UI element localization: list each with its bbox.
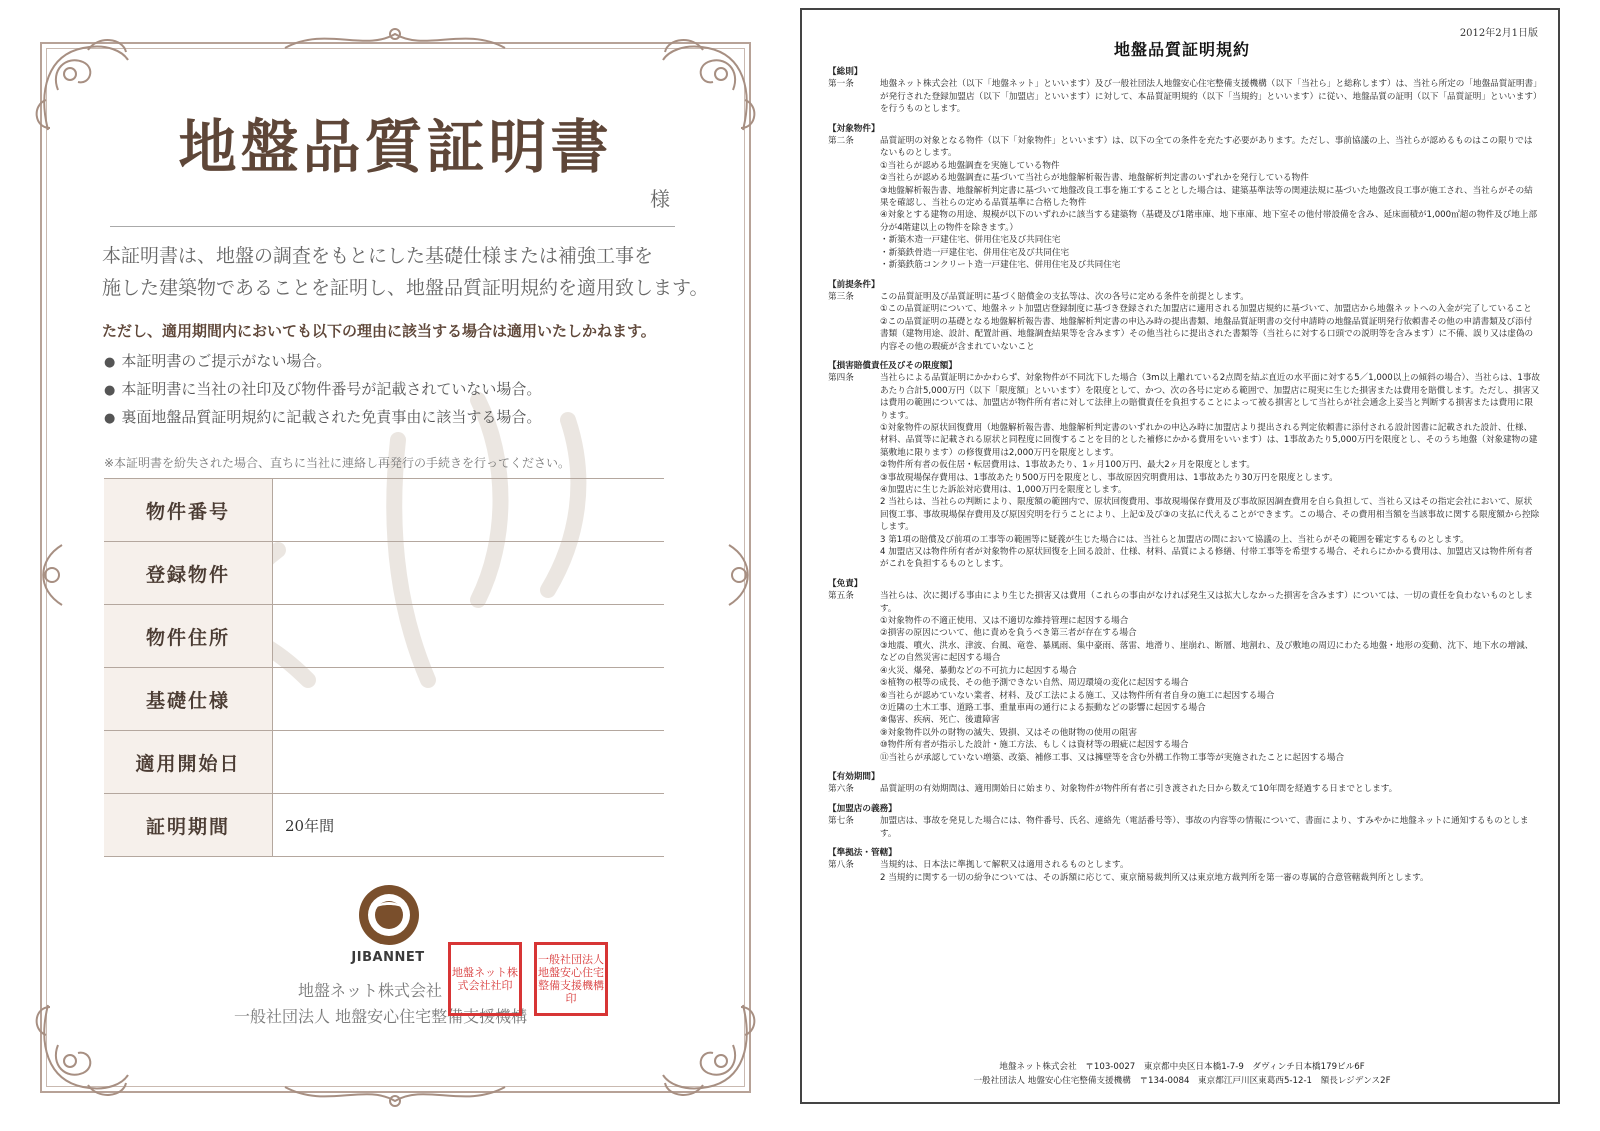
caution-item: ● 本証明書に当社の社印及び物件番号が記載されていない場合。 xyxy=(104,376,541,404)
article-line: ⑧傷害、疾病、死亡、後遺障害 xyxy=(880,715,1000,726)
loss-note: ※本証明書を紛失された場合、直ちに当社に連絡し再発行の手続きを行ってください。 xyxy=(104,456,571,470)
caution-item: ● 本証明書のご提示がない場合。 xyxy=(104,348,541,376)
terms-footer xyxy=(802,1060,1562,1088)
organization-name: 一般社団法人 地盤安心住宅整備支援機構 xyxy=(234,1007,528,1026)
row-value xyxy=(273,731,665,794)
article-number: 第八条 xyxy=(828,860,854,871)
row-value: 20年間 xyxy=(273,794,665,857)
article-number: 第一条 xyxy=(828,79,854,90)
article-text xyxy=(880,135,1540,271)
article-line: 加盟店は、事故を発見した場合には、物件番号、氏名、連絡先（電話番号等）、事故の内容等の情報について、書面により、すみやかに地盤ネットに通知するものとします。 xyxy=(880,816,1529,839)
article-line: 3 第1項の賠償及び前項の工事等の範囲等に疑義が生じた場合には、当社らと加盟店の間において協議の上、当社らがその範囲を確定するものとします。 xyxy=(880,534,1469,545)
article-line: ②当社らが認める地盤調査に基づいて当社らが地盤解析報告書、地盤解析判定書のいずれかを発行している物件 xyxy=(880,173,1309,184)
article-text xyxy=(880,78,1540,115)
row-label: 基礎仕様 xyxy=(104,668,273,731)
article-line: 品質証明の有効期間は、適用開始日に始まり、対象物件が物件所有者に引き渡された日から数えて10年間を経過する日までとします。 xyxy=(880,784,1398,795)
section-heading: 【有効期間】 xyxy=(828,771,880,782)
article-line: ③地震、噴火、洪水、津波、台風、竜巻、暴風雨、集中豪雨、落雷、地滑り、崖崩れ、断層、地割れ、及び敷地の周辺にわたる地盤・地形の変動、沈下、地下水の増減、などの自然災害に起因する場合 xyxy=(880,640,1534,664)
terms-section xyxy=(828,771,1540,796)
certificate-lead xyxy=(102,240,712,304)
row-value xyxy=(273,668,665,731)
article xyxy=(828,291,1540,353)
article-line: ⑦近隣の土木工事、道路工事、重量車両の通行による振動などの影響に起因する場合 xyxy=(880,702,1206,713)
row-label: 適用開始日 xyxy=(104,731,273,794)
terms-body xyxy=(828,66,1540,891)
section-heading: 【損害賠償責任及びその限度額】 xyxy=(828,360,957,371)
article-number: 第三条 xyxy=(828,291,854,302)
article-line: 4 加盟店又は物件所有者が対象物件の原状回復を上回る設計、仕様、材料、品質による修繕、付帯工事等を希望する場合、それらにかかる費用は、加盟店又は物件所有者がこれを負担するものとします。 xyxy=(880,547,1533,570)
article-line: ・新築鉄骨造一戸建住宅、併用住宅及び共同住宅 xyxy=(880,247,1070,258)
article-number: 第七条 xyxy=(828,816,854,827)
article-text xyxy=(880,815,1540,840)
certificate-table xyxy=(104,478,664,857)
company-seal: 地盤ネット株式会社社印 xyxy=(448,942,522,1016)
footer-address: 地盤ネット株式会社 〒103-0027 東京都中央区日本橋1-7-9 ダヴィンチ日本橋179ビル6F xyxy=(999,1062,1365,1072)
article xyxy=(828,78,1540,115)
table-row xyxy=(104,605,664,668)
recipient-honorific: 様 xyxy=(650,187,670,211)
side-ornament-icon xyxy=(719,540,759,610)
recipient-name-line xyxy=(110,226,675,227)
article-line: 2 当規約に関する一切の紛争については、その訴額に応じて、東京簡易裁判所又は東京地方裁判所を第一審の専属的合意管轄裁判所とします。 xyxy=(880,872,1429,883)
corner-ornament-icon xyxy=(653,995,763,1105)
logo-text: JIBANNET xyxy=(351,950,425,965)
row-value xyxy=(273,605,665,668)
side-ornament-icon xyxy=(32,540,72,610)
table-row xyxy=(104,479,664,542)
terms-section xyxy=(828,279,1540,353)
article-line: ①当社らが認める地盤調査を実施している物件 xyxy=(880,160,1060,171)
terms-section xyxy=(828,123,1540,272)
table-row xyxy=(104,668,664,731)
article-line: ・新築鉄筋コンクリート造一戸建住宅、併用住宅及び共同住宅 xyxy=(880,260,1121,271)
caution-title: ただし、適用期間内においても以下の理由に該当する場合は適用いたしかねます。 xyxy=(102,322,656,340)
lead-line: 施した建築物であることを証明し、地盤品質証明規約を適用致します。 xyxy=(102,277,709,299)
row-label: 物件住所 xyxy=(104,605,273,668)
article-line: ④対象とする建物の用途、規模が以下のいずれかに該当する建築物（基礎及び1階車庫、地下車庫、地下室その他付帯設備を含み、延床面積が1,000㎡超の物件及び地上部分が4階建以上の物件を除きます。） xyxy=(880,210,1538,233)
section-heading: 【総則】 xyxy=(828,67,863,77)
article-line: ③地盤解析報告書、地盤解析判定書に基づいて地盤改良工事を施工することとした場合は、建築基準法等の関連法規に基づいた地盤改良工事が施工され、当社らがその結果を確認し、当社らの定める品質基準に合格した物件 xyxy=(880,185,1533,209)
article-line: ④加盟店に生じた訴訟対応費用は、1,000万円を限度とします。 xyxy=(880,485,1127,495)
article-line: ①対象物件の原状回復費用（地盤解析報告書、地盤解析判定書のいずれかの申込み時に加盟店より提出される判定依頼書に添付される設計図書に記載された設計、仕様、材料、品質等に記載される原状と同程度に回復することを目的とした補修にかかる費用をいいます）は、1事故あたり5,000万円を限度とし、そのうち地盤（対象建物の建築敷地に限ります）の修復費用は2,000万円を限度とします。 xyxy=(880,422,1538,458)
article-line: 当社らは、次に掲げる事由により生じた損害又は費用（これらの事由がなければ発生又は拡大しなかった損害を含みます）については、一切の責任を負わないものとします。 xyxy=(880,591,1533,614)
article-line: ①この品質証明について、地盤ネット加盟店登録制度に基づき登録された加盟店に適用される加盟店規約に基づいて、加盟店から地盤ネットへの入金が完了していること xyxy=(880,304,1532,315)
article-line: 2 当社らは、当社らの判断により、限度額の範囲内で、原状回復費用、事故現場保存費用及び事故原因調査費用を自ら負担して、当社ら又はその指定会社において、原状回復工事、事故現場保存費用及び原因究明を行うことにより、上記①及び③の支払に代えることができます。この場合、その費用相当額を当該事故に関する限度額から控除します。 xyxy=(880,497,1540,533)
terms-title: 地盤品質証明規約 xyxy=(1113,40,1250,59)
certificate-title: 地盤品質証明書 xyxy=(178,113,613,181)
top-ornament-icon xyxy=(275,22,515,58)
article-text xyxy=(880,291,1540,353)
article xyxy=(828,372,1540,571)
article-line: この品質証明及び品質証明に基づく賠償金の支払等は、次の各号に定める条件を前提とします。 xyxy=(880,291,1249,302)
article-text xyxy=(880,372,1540,571)
article-line: ②損害の原因について、他に責めを負うべき第三者が存在する場合 xyxy=(880,628,1137,639)
row-label: 物件番号 xyxy=(104,479,273,542)
article-line: ④火災、爆発、暴動などの不可抗力に起因する場合 xyxy=(880,665,1077,676)
article-number: 第二条 xyxy=(828,136,854,147)
bottom-ornament-icon xyxy=(275,1077,515,1113)
article-line: ⑨対象物件以外の財物の滅失、毀損、又はその他財物の使用の阻害 xyxy=(880,727,1137,738)
terms-section xyxy=(828,66,1540,116)
article xyxy=(828,783,1540,795)
article xyxy=(828,135,1540,271)
article-text xyxy=(880,590,1540,764)
article-line: ①対象物件の不適正使用、又は不適切な維持管理に起因する場合 xyxy=(880,616,1129,627)
terms-section xyxy=(828,803,1540,840)
terms-section xyxy=(828,578,1540,764)
article-line: ③事故現場保存費用は、1事故あたり500万円を限度とし、事故原因究明費用は、1事故あたり30万円を限度とします。 xyxy=(880,472,1338,483)
article xyxy=(828,815,1540,840)
article-line: ②物件所有者の仮住居・転居費用は、1事故あたり、1ヶ月100万円、最大2ヶ月を限度とします。 xyxy=(880,460,1255,471)
article-line: 当規約は、日本法に準拠して解釈又は適用されるものとします。 xyxy=(880,860,1129,871)
terms-page xyxy=(800,8,1560,1104)
article-line: ⑤植物の根等の成長、その他予測できない自然、周辺環境の変化に起因する場合 xyxy=(880,678,1189,689)
organization-seal: 一般社団法人地盤安心住宅整備支援機構印 xyxy=(534,942,608,1016)
terms-section xyxy=(828,847,1540,884)
section-heading: 【対象物件】 xyxy=(828,123,880,134)
terms-section xyxy=(828,360,1540,571)
table-row xyxy=(104,731,664,794)
lead-line: 本証明書は、地盤の調査をもとにした基礎仕様または補強工事を xyxy=(102,245,654,267)
caution-list xyxy=(104,348,541,432)
article-line: 当社らによる品質証明にかかわらず、対象物件が不同沈下した場合（3m以上離れている2点間を結ぶ直近の水平面に対する5／1,000以上の傾斜の場合）、当社らは、1事故あたり合計5,000万円（以下「限度額」といいます）を限度として、かつ、次の各号に定める範囲で、加盟店に現実に生じた損害または費用を賠償します。ただし、損害又は費用の範囲については、加盟店が物件所有者に対して法律上の賠償責任を負担することによって被る損害として当社らが社会通念上妥当と判断する損害または費用に限ります。 xyxy=(880,373,1541,421)
section-heading: 【加盟店の義務】 xyxy=(828,803,897,814)
table-row xyxy=(104,542,664,605)
section-heading: 【免責】 xyxy=(828,578,863,589)
article xyxy=(828,859,1540,884)
table-row xyxy=(104,794,664,857)
company-name: 地盤ネット株式会社 xyxy=(298,981,443,1000)
row-label: 登録物件 xyxy=(104,542,273,605)
article-text xyxy=(880,783,1540,795)
article xyxy=(828,590,1540,764)
article-line: ・新築木造一戸建住宅、併用住宅及び共同住宅 xyxy=(880,235,1061,246)
article-line: ②この品質証明の基礎となる地盤解析報告書、地盤解析判定書の申込み時の提出書類、地盤品質証明書の交付申請時の地盤品質証明発行依頼書その他の申請書類及び添付書類（建物用途、設計、配置計画、地盤調査結果等を含みます）その他当社らに提出された書類等（当社らに対する口頭での説明等を含みます）に不備、誤り又は虚偽の内容その他の瑕疵が含まれていないこと xyxy=(880,316,1534,352)
certificate-page xyxy=(18,20,773,1115)
version-date: 2012年2月1日版 xyxy=(1459,28,1538,39)
jibannet-logo-icon xyxy=(356,882,422,948)
row-label: 証明期間 xyxy=(104,794,273,857)
article-number: 第四条 xyxy=(828,373,854,384)
section-heading: 【準拠法・管轄】 xyxy=(828,847,897,858)
article-number: 第五条 xyxy=(828,591,854,602)
article-line: ⑥当社らが認めていない業者、材料、及び工法による施工、又は物件所有者自身の施工に起因する場合 xyxy=(880,690,1275,701)
corner-ornament-icon xyxy=(28,995,138,1105)
article-line: 品質証明の対象となる物件（以下「対象物件」といいます）は、以下の全ての条件を充たす必要があります。ただし、事前協議の上、当社らが認めるものはこの限りではないものとします。 xyxy=(880,136,1533,159)
caution-item: ● 裏面地盤品質証明規約に記載された免責事由に該当する場合。 xyxy=(104,404,541,432)
article-line: 地盤ネット株式会社（以下「地盤ネット」といいます）及び一般社団法人地盤安心住宅整備支援機構（以下「当社ら」と総称します）は、当社ら所定の「地盤品質証明書」が発行された登録加盟店（以下「加盟店」といいます）に対して、本品質証明規約（以下「当規約」といいます）に従い、地盤品質の証明（以下「品質証明」といいます）を行うものとします。 xyxy=(880,79,1538,115)
section-heading: 【前提条件】 xyxy=(828,279,880,290)
article-line: ⑩物件所有者が指示した設計・施工方法、もしくは資材等の瑕疵に起因する場合 xyxy=(880,740,1189,751)
row-value xyxy=(273,479,665,542)
article-number: 第六条 xyxy=(828,784,854,795)
footer-address: 一般社団法人 地盤安心住宅整備支援機構 〒134-0084 東京都江戸川区東葛西5-12-1 額長レジデンス2F xyxy=(973,1076,1391,1086)
article-text xyxy=(880,859,1540,884)
article-line: ⑪当社らが承認していない増築、改築、補修工事、又は擁壁等を含む外構工作物工事等が実施されたことに起因する場合 xyxy=(880,752,1345,763)
row-value xyxy=(273,542,665,605)
